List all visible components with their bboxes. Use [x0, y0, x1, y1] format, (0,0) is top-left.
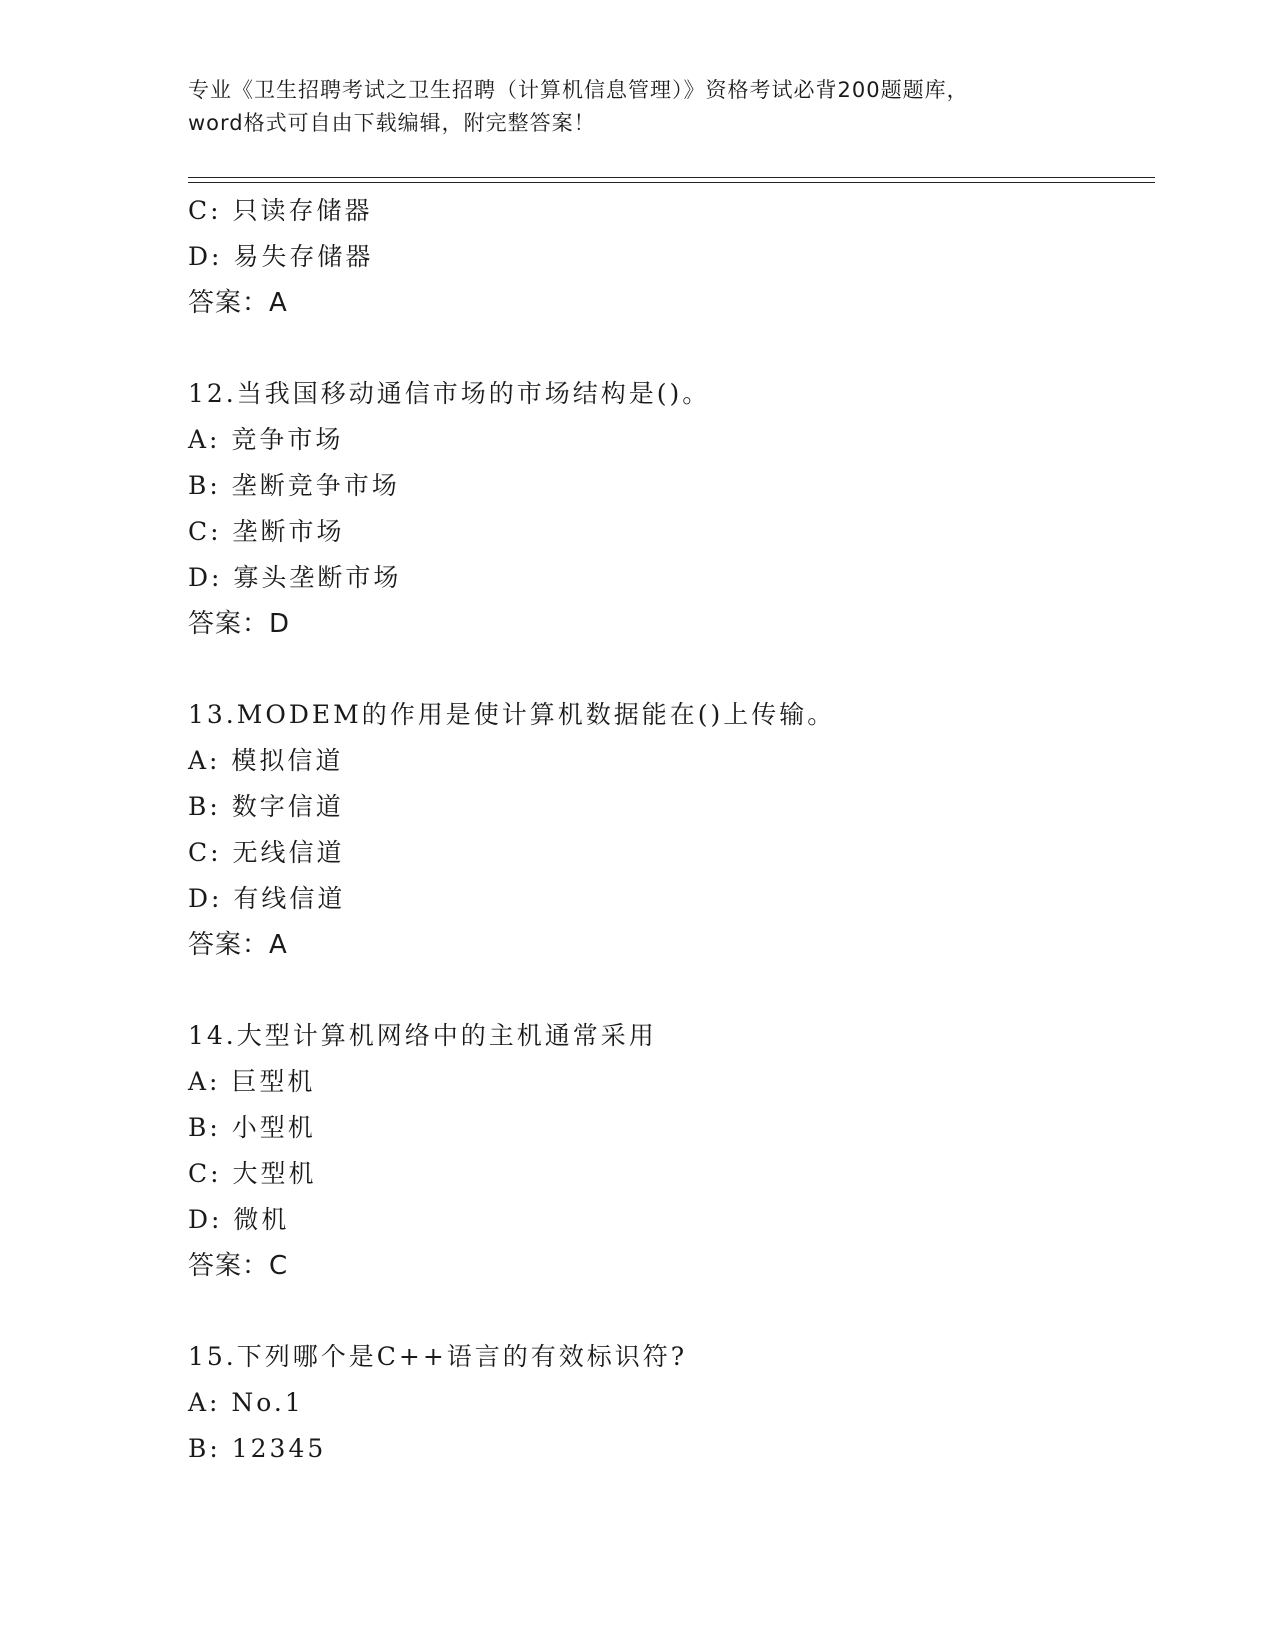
- question-text: 14.大型计算机网络中的主机通常采用: [188, 1021, 657, 1050]
- option-b: B: 12345: [188, 1434, 327, 1463]
- option-c: C: 只读存储器: [188, 196, 373, 225]
- question-block-12: [188, 371, 1148, 647]
- option-a: A: 竞争市场: [188, 425, 344, 454]
- question-text: 13.MODEM的作用是使计算机数据能在()上传输。: [188, 700, 836, 729]
- question-block-15: [188, 1334, 1148, 1472]
- option-a: A: 模拟信道: [188, 746, 344, 775]
- option-a: A: 巨型机: [188, 1067, 316, 1096]
- header-line-1: 专业《卫生招聘考试之卫生招聘（计算机信息管理）》资格考试必背200题题库，: [188, 78, 969, 102]
- option-c: C: 大型机: [188, 1159, 317, 1188]
- question-text: 12.当我国移动通信市场的市场结构是()。: [188, 379, 711, 408]
- option-b: B: 小型机: [188, 1113, 316, 1142]
- header-divider-top: [188, 177, 1155, 178]
- option-c: C: 垄断市场: [188, 517, 345, 546]
- question-block-14: [188, 1013, 1148, 1289]
- header-line-2: word格式可自由下载编辑，附完整答案！: [188, 111, 596, 135]
- document-header: [188, 74, 1088, 140]
- option-b: B: 垄断竞争市场: [188, 471, 400, 500]
- question-list: [188, 188, 1148, 1472]
- option-b: B: 数字信道: [188, 792, 344, 821]
- option-d: D: 有线信道: [188, 884, 346, 913]
- answer-line: 答案：A: [188, 288, 288, 318]
- answer-line: 答案：A: [188, 930, 288, 960]
- option-c: C: 无线信道: [188, 838, 345, 867]
- option-d: D: 易失存储器: [188, 242, 374, 271]
- answer-line: 答案：D: [188, 609, 291, 639]
- answer-line: 答案：C: [188, 1251, 289, 1281]
- question-text: 15.下列哪个是C++语言的有效标识符?: [188, 1342, 688, 1371]
- option-a: A: No.1: [188, 1388, 304, 1417]
- option-d: D: 寡头垄断市场: [188, 563, 402, 592]
- question-block-11: [188, 188, 1148, 326]
- question-block-13: [188, 692, 1148, 968]
- header-divider-bottom: [188, 182, 1155, 183]
- option-d: D: 微机: [188, 1205, 290, 1234]
